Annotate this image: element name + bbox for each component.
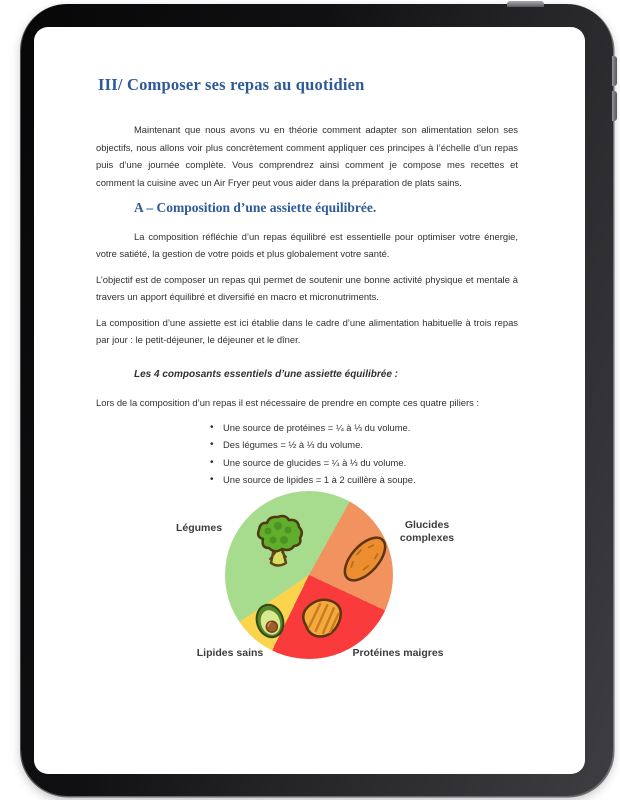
pie-label-glucides: Glucides complexes <box>399 519 455 545</box>
pie-label-legumes: Légumes <box>175 522 223 535</box>
intro-paragraph: Maintenant que nous avons vu en théorie comment adapter son alimentation selon ses objectifs, nous allons voir plus concrètement comment appliquer ces principes à l’échelle d’un repas puis d’une journée complète. Vous comprendrez ainsi comment je compose mes recettes et comment la cuisine avec un Air Fryer peut vous aider dans la préparation de plats sains. <box>96 124 518 188</box>
document-page <box>34 27 585 774</box>
chicken-breast-icon <box>298 595 346 642</box>
volume-up-button <box>612 56 617 86</box>
plate-pie-chart <box>96 491 518 743</box>
list-item-proteines: • Une source de protéines = ¼ à ⅓ du volume. <box>209 419 518 436</box>
paragraph-trois-repas: La composition d’une assiette est ici établie dans le cadre d’une alimentation habituelle à trois repas par jour : le petit-déjeuner, le déjeuner et le dîner. <box>96 316 518 345</box>
list-item-glucides: • Une source de glucides = ¼ à ⅓ du volume. <box>209 454 518 471</box>
pie-label-lipides: Lipides sains <box>196 647 264 660</box>
document-title: III/ Composer ses repas au quotidien <box>98 75 365 94</box>
tablet-screen <box>34 27 585 774</box>
list-item-lipides: • Une source de lipides = 1 à 2 cuillère à soupe. <box>209 471 518 488</box>
paragraph-objectif: L’objectif est de composer un repas qui permet de soutenir une bonne activité physique et mentale à travers un apport équilibré et diversifié en macro et micronutriments. <box>96 273 518 302</box>
components-list <box>96 419 518 488</box>
section-a-heading: A – Composition d’une assiette équilibrée. <box>134 200 377 215</box>
components-heading: Les 4 composants essentiels d’une assiette équilibrée : <box>134 368 398 380</box>
pie-label-proteines: Protéines maigres <box>352 647 444 660</box>
paragraph-composition: La composition réfléchie d’un repas équilibré est essentielle pour optimiser votre énergie, votre satiété, la gestion de votre poids et plus globalement votre santé. <box>96 230 518 259</box>
broccoli-icon <box>251 513 307 571</box>
list-item-legumes: • Des légumes = ½ à ⅓ du volume. <box>209 436 518 453</box>
components-intro: Lors de la composition d’un repas il est nécessaire de prendre en compte ces quatre piliers : <box>96 396 480 408</box>
tablet-frame <box>21 4 613 796</box>
volume-down-button <box>612 91 617 121</box>
avocado-icon <box>253 601 287 641</box>
power-button <box>507 1 544 7</box>
